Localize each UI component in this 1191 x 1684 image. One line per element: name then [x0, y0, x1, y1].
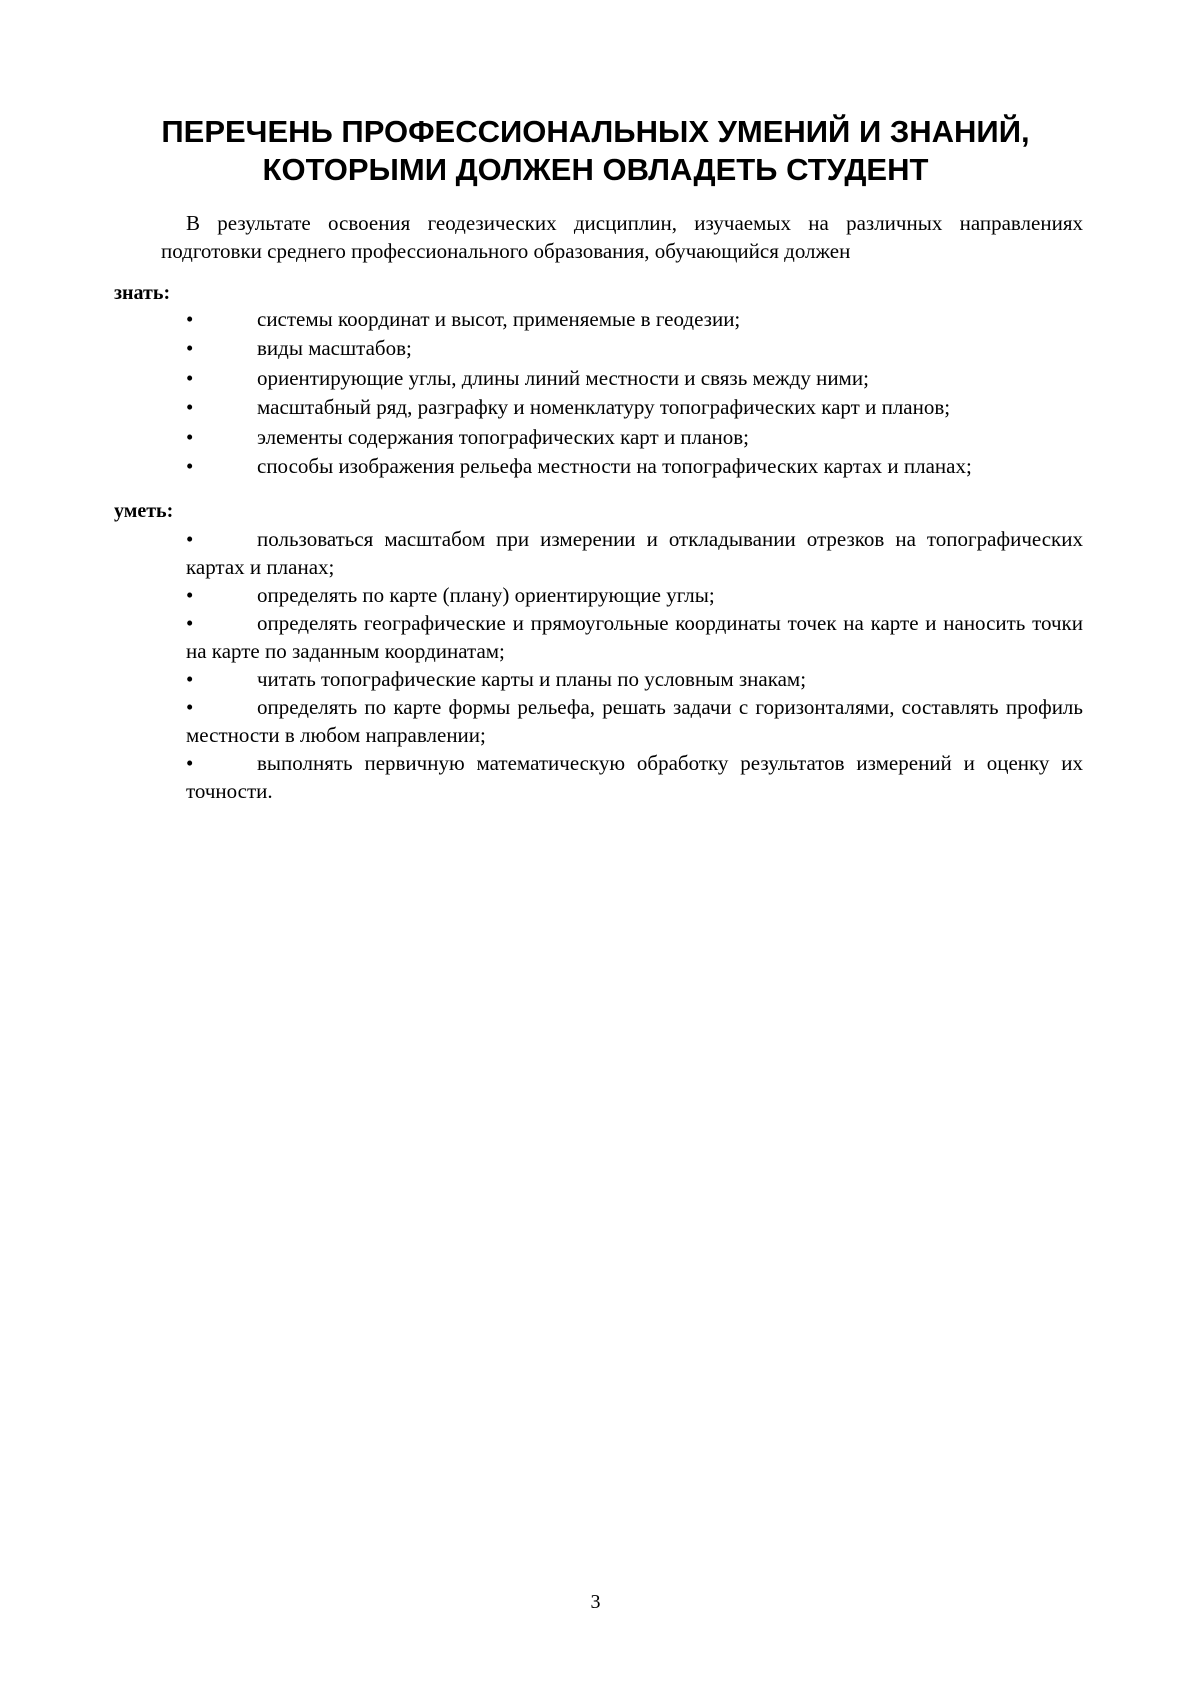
list-item: [186, 393, 1083, 422]
list-item: [186, 693, 1083, 749]
list-item-text: определять по карте формы рельефа, решать задачи с горизонталями, составлять профиль местности в любом направлении;: [186, 695, 1083, 747]
intro-paragraph: В результате освоения геодезических дисциплин, изучаемых на различных направлениях подготовки среднего профессионального образования, обучающийся должен: [161, 211, 1083, 263]
bullet-icon: •: [186, 611, 194, 635]
bullet-icon: •: [186, 583, 194, 607]
list-item: [186, 609, 1083, 665]
list-item-text: системы координат и высот, применяемые в геодезии;: [257, 307, 741, 331]
list-item: [186, 665, 1083, 693]
list-item-text: способы изображения рельефа местности на топографических картах и планах;: [257, 453, 972, 478]
know-section-label: знать:: [114, 282, 171, 304]
list-item: [186, 305, 1083, 334]
page-title-line-1: ПЕРЕЧЕНЬ ПРОФЕССИОНАЛЬНЫХ УМЕНИЙ И ЗНАНИЙ,: [161, 114, 1030, 149]
know-list: [186, 305, 1083, 481]
list-item: [186, 581, 1083, 609]
list-item: [186, 525, 1083, 581]
can-list: [186, 525, 1083, 805]
list-item: [186, 334, 1083, 363]
list-item-text: определять по карте (плану) ориентирующие углы;: [257, 583, 715, 607]
list-item-text: масштабный ряд, разграфку и номенклатуру топографических карт и планов;: [257, 395, 951, 420]
bullet-icon: •: [186, 307, 194, 331]
bullet-icon: •: [186, 527, 194, 551]
bullet-icon: •: [186, 365, 194, 390]
bullet-icon: •: [186, 667, 194, 691]
bullet-icon: •: [186, 336, 194, 361]
list-item: [186, 749, 1083, 805]
list-item-text: определять географические и прямоугольные координаты точек на карте и наносить точки на карте по заданным координатам;: [186, 611, 1083, 663]
bullet-icon: •: [186, 424, 194, 449]
list-item-text: выполнять первичную математическую обработку результатов измерений и оценку их точности.: [186, 751, 1083, 803]
list-item-text: ориентирующие углы, длины линий местности и связь между ними;: [257, 365, 869, 390]
bullet-icon: •: [186, 751, 194, 775]
page-title-line-2: КОТОРЫМИ ДОЛЖЕН ОВЛАДЕТЬ СТУДЕНТ: [262, 152, 929, 187]
list-item-text: пользоваться масштабом при измерении и откладывании отрезков на топографических картах и планах;: [186, 527, 1083, 579]
list-item-text: читать топографические карты и планы по условным знакам;: [257, 667, 807, 691]
page-number: 3: [590, 1591, 601, 1613]
list-item: [186, 452, 1083, 481]
can-section-label: уметь:: [114, 500, 174, 522]
bullet-icon: •: [186, 453, 194, 478]
list-item-text: элементы содержания топографических карт и планов;: [257, 424, 749, 449]
list-item: [186, 364, 1083, 393]
page-title: [100, 113, 1091, 189]
bullet-icon: •: [186, 395, 194, 420]
bullet-icon: •: [186, 695, 194, 719]
list-item-text: виды масштабов;: [257, 336, 412, 361]
list-item: [186, 423, 1083, 452]
